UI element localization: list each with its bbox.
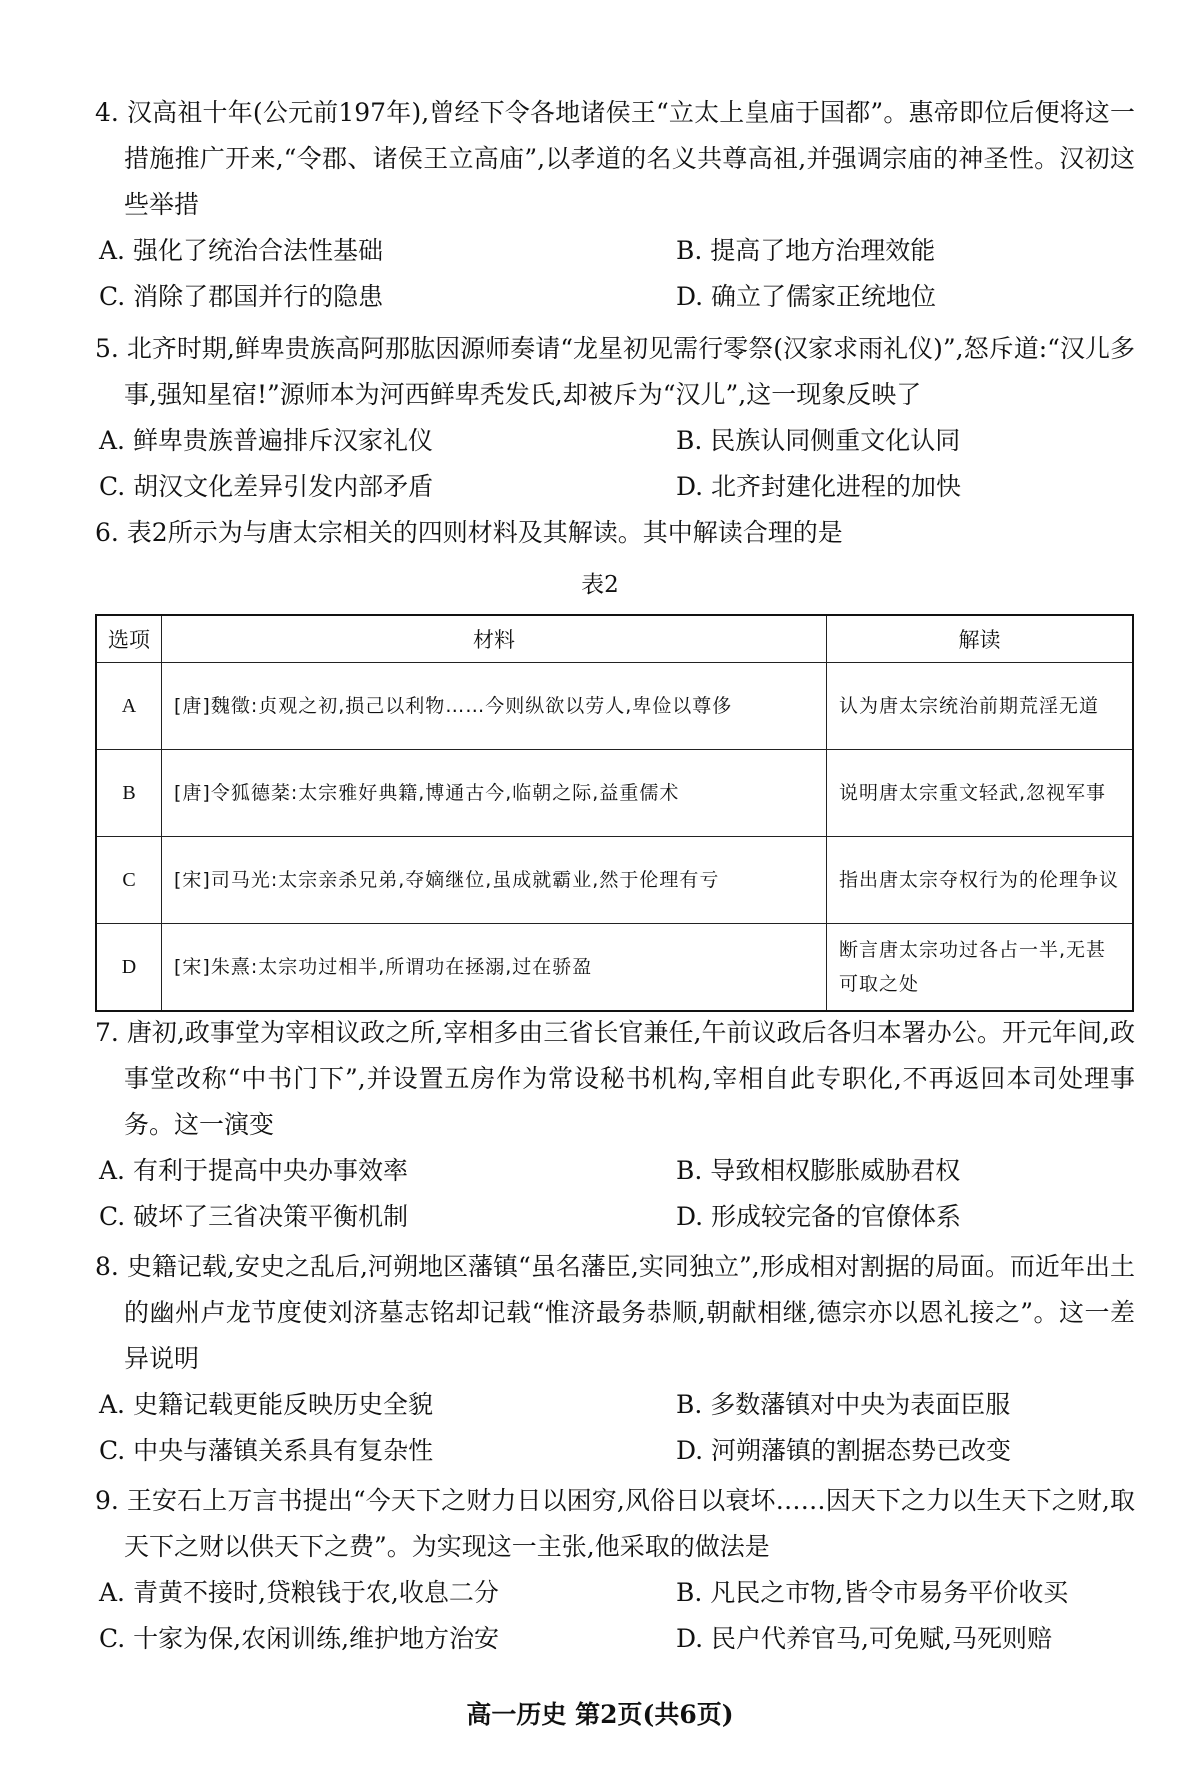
header-interpretation: 解读	[827, 615, 1134, 663]
options	[95, 1570, 1135, 1662]
option-c: C. 破坏了三省决策平衡机制	[99, 1202, 409, 1231]
question-4	[95, 90, 1135, 320]
row-key: D	[96, 924, 162, 1012]
question-stem: 7. 唐初,政事堂为宰相议政之所,宰相多由三省长官兼任,午前议政后各归本署办公。开元年间,政事堂改称“中书门下”,并设置五房作为常设秘书机构,宰相自此专职化,不再返回本司处理事务。这一演变	[95, 1018, 1135, 1139]
question-7	[95, 1010, 1135, 1240]
row-material: [唐]令狐德棻:太宗雅好典籍,博通古今,临朝之际,益重儒术	[162, 750, 827, 837]
option-d: D. 河朔藩镇的割据态势已改变	[676, 1436, 1012, 1465]
question-9	[95, 1478, 1135, 1662]
option-a: A. 青黄不接时,贷粮钱于农,收息二分	[99, 1578, 499, 1607]
option-c: C. 十家为保,农闲训练,维护地方治安	[99, 1624, 500, 1653]
row-interpretation: 指出唐太宗夺权行为的伦理争议	[827, 837, 1134, 924]
question-stem: 4. 汉高祖十年(公元前197年),曾经下令各地诸侯王“立太上皇庙于国都”。惠帝即位后便将这一措施推广开来,“令郡、诸侯王立高庙”,以孝道的名义共尊高祖,并强调宗庙的神圣性。汉初这些举措	[95, 98, 1135, 219]
question-stem: 6. 表2所示为与唐太宗相关的四则材料及其解读。其中解读合理的是	[95, 518, 843, 547]
row-interpretation: 说明唐太宗重文轻武,忽视军事	[827, 750, 1134, 837]
option-a: A. 鲜卑贵族普遍排斥汉家礼仪	[99, 426, 433, 455]
header-material: 材料	[162, 615, 827, 663]
row-key: A	[96, 663, 162, 750]
table-row	[96, 837, 1133, 924]
row-material: [宋]朱熹:太宗功过相半,所谓功在拯溺,过在骄盈	[162, 924, 827, 1012]
options	[95, 418, 1135, 510]
page-footer: 高一历史 第2页(共6页)	[466, 1700, 734, 1729]
table-header-row	[96, 615, 1133, 663]
option-d: D. 民户代养官马,可免赋,马死则赔	[676, 1624, 1052, 1653]
table-caption: 表2	[581, 572, 619, 598]
question-stem: 9. 王安石上万言书提出“今天下之财力日以困穷,风俗日以衰坏……因天下之力以生天下之财,取天下之财以供天下之费”。为实现这一主张,他采取的做法是	[95, 1486, 1135, 1561]
option-b: B. 提高了地方治理效能	[676, 236, 936, 265]
option-b: B. 导致相权膨胀威胁君权	[676, 1156, 961, 1185]
material-table	[95, 614, 1134, 1012]
question-8	[95, 1244, 1135, 1474]
question-stem: 8. 史籍记载,安史之乱后,河朔地区藩镇“虽名藩臣,实同独立”,形成相对割据的局面。而近年出土的幽州卢龙节度使刘济墓志铭却记载“惟济最务恭顺,朝献相继,德宗亦以恩礼接之”。这一差异说明	[95, 1252, 1135, 1373]
option-d: D. 形成较完备的官僚体系	[676, 1202, 962, 1231]
question-5	[95, 326, 1135, 510]
option-a: A. 史籍记载更能反映历史全貌	[99, 1390, 433, 1419]
row-key: B	[96, 750, 162, 837]
question-stem: 5. 北齐时期,鲜卑贵族高阿那肱因源师奏请“龙星初见需行零祭(汉家求雨礼仪)”,怒斥道:“汉儿多事,强知星宿!”源师本为河西鲜卑秃发氏,却被斥为“汉儿”,这一现象反映了	[95, 334, 1135, 409]
table-row	[96, 750, 1133, 837]
row-material: [宋]司马光:太宗亲杀兄弟,夺嫡继位,虽成就霸业,然于伦理有亏	[162, 837, 827, 924]
option-c: C. 中央与藩镇关系具有复杂性	[99, 1436, 434, 1465]
question-6	[95, 510, 1135, 556]
options	[95, 228, 1135, 320]
row-key: C	[96, 837, 162, 924]
table-row	[96, 924, 1133, 1012]
options	[95, 1382, 1135, 1474]
options	[95, 1148, 1135, 1240]
option-b: B. 凡民之市物,皆令市易务平价收买	[676, 1578, 1069, 1607]
row-material: [唐]魏徵:贞观之初,损己以利物……今则纵欲以劳人,卑俭以尊侈	[162, 663, 827, 750]
table-row	[96, 663, 1133, 750]
option-c: C. 胡汉文化差异引发内部矛盾	[99, 472, 434, 501]
row-interpretation: 认为唐太宗统治前期荒淫无道	[827, 663, 1134, 750]
option-a: A. 强化了统治合法性基础	[99, 236, 383, 265]
option-d: D. 北齐封建化进程的加快	[676, 472, 962, 501]
option-b: B. 民族认同侧重文化认同	[676, 426, 961, 455]
option-a: A. 有利于提高中央办事效率	[99, 1156, 408, 1185]
header-option: 选项	[96, 615, 162, 663]
row-interpretation: 断言唐太宗功过各占一半,无甚可取之处	[827, 924, 1134, 1012]
option-d: D. 确立了儒家正统地位	[676, 282, 937, 311]
option-b: B. 多数藩镇对中央为表面臣服	[676, 1390, 1011, 1419]
option-c: C. 消除了郡国并行的隐患	[99, 282, 384, 311]
